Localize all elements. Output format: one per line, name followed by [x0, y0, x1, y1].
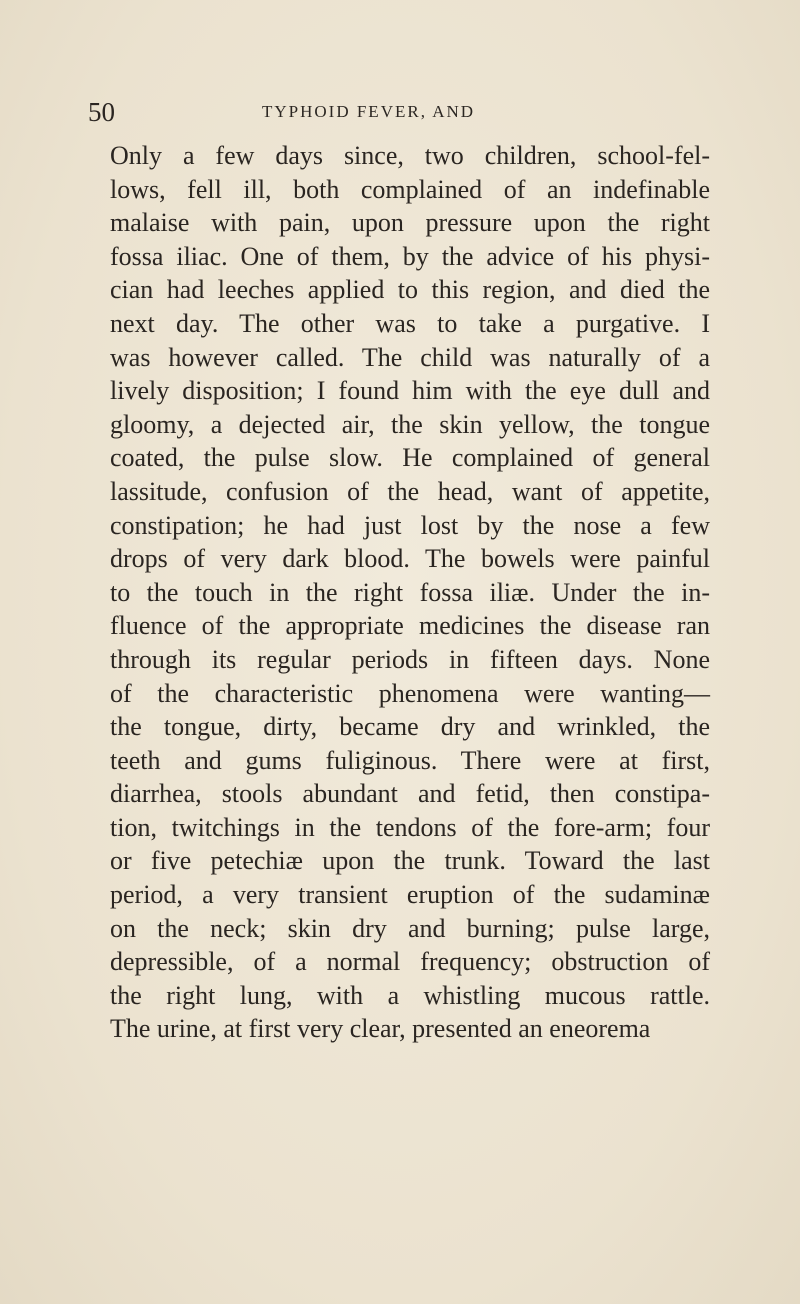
text-line: Only a few days since, two children, school-fel-	[110, 141, 710, 170]
text-line: teeth and gums fuliginous. There were at first,	[110, 745, 710, 775]
text-line: depressible, of a normal frequency; obstruction of	[110, 947, 710, 977]
text-line: period, a very transient eruption of the sudaminæ	[110, 880, 710, 910]
text-line: drops of very dark blood. The bowels were painful	[110, 544, 710, 574]
text-line: to the touch in the right fossa iliæ. Under the in-	[110, 577, 710, 607]
text-line: cian had leeches applied to this region, and died the	[110, 275, 710, 305]
text-line: coated, the pulse slow. He complained of general	[110, 443, 710, 473]
text-line: of the characteristic phenomena were wanting—	[110, 678, 710, 708]
text-line: through its regular periods in fifteen days. None	[110, 644, 710, 674]
text-line: malaise with pain, upon pressure upon the right	[110, 208, 710, 238]
text-line: on the neck; skin dry and burning; pulse large,	[110, 913, 710, 943]
text-line: gloomy, a dejected air, the skin yellow, the tongue	[110, 409, 710, 439]
text-line: diarrhea, stools abundant and fetid, then constipa-	[110, 779, 710, 809]
text-line: lassitude, confusion of the head, want of appetite,	[110, 476, 710, 506]
text-line: or five petechiæ upon the trunk. Toward the last	[110, 846, 710, 876]
text-line: fluence of the appropriate medicines the disease ran	[110, 611, 710, 641]
text-line: was however called. The child was naturally of a	[110, 342, 710, 372]
text-line: constipation; he had just lost by the nose a few	[110, 510, 710, 540]
text-line: The urine, at first very clear, presented an eneorema	[110, 1014, 651, 1044]
text-line: the right lung, with a whistling mucous rattle.	[110, 980, 710, 1010]
body-paragraph	[110, 139, 710, 1046]
text-line: lively disposition; I found him with the eye dull and	[110, 376, 710, 406]
text-line: next day. The other was to take a purgative. I	[110, 308, 710, 338]
page-number: 50	[88, 97, 115, 127]
text-line: tion, twitchings in the tendons of the fore-arm; four	[110, 812, 710, 842]
text-line: the tongue, dirty, became dry and wrinkled, the	[110, 712, 710, 742]
running-head	[88, 92, 728, 132]
running-title: TYPHOID FEVER, AND	[262, 102, 476, 121]
text-line: fossa iliac. One of them, by the advice of his physi-	[110, 241, 710, 271]
text-line: lows, fell ill, both complained of an indefinable	[110, 174, 710, 204]
